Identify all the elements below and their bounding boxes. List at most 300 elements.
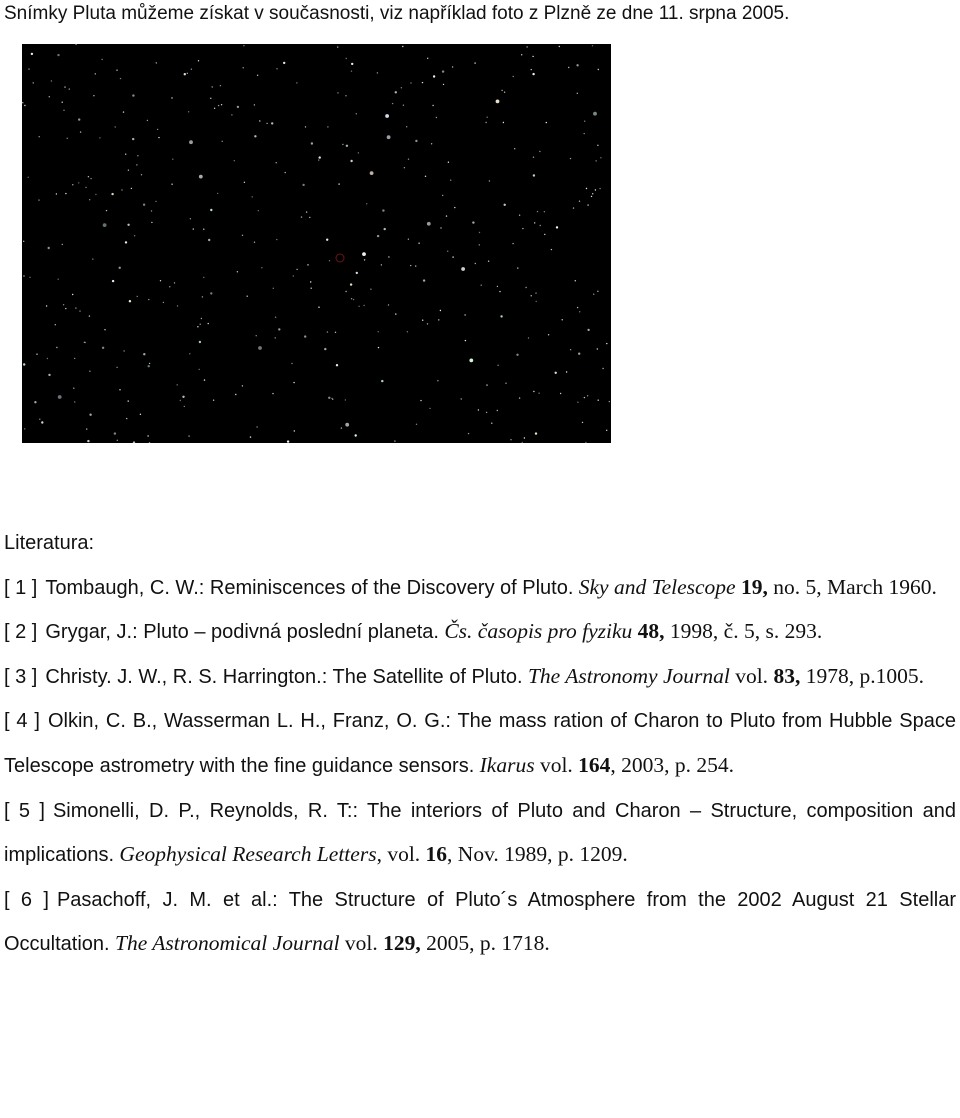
star	[536, 301, 537, 302]
star	[272, 393, 273, 394]
star	[69, 88, 70, 89]
reference-volume-prefix: , vol.	[376, 842, 426, 867]
reference-details: , Nov. 1989, p. 1209.	[447, 842, 628, 867]
star	[311, 142, 313, 144]
star	[440, 227, 441, 228]
star	[382, 209, 384, 211]
star	[237, 271, 238, 272]
star	[446, 215, 447, 216]
star	[89, 315, 90, 316]
star	[597, 145, 598, 146]
star	[562, 319, 563, 320]
star	[306, 211, 307, 212]
star	[38, 199, 39, 200]
star	[427, 323, 428, 324]
star	[80, 131, 81, 132]
star	[318, 307, 319, 308]
star	[381, 380, 383, 382]
star	[74, 358, 75, 359]
star	[78, 182, 79, 183]
star	[410, 82, 411, 83]
star	[370, 289, 371, 290]
star	[301, 216, 302, 217]
star	[336, 364, 338, 366]
star	[48, 374, 50, 376]
star	[62, 102, 63, 103]
star	[337, 46, 338, 47]
star	[199, 341, 201, 343]
star	[213, 400, 214, 401]
star	[72, 184, 73, 185]
star	[39, 136, 40, 137]
star	[387, 135, 391, 139]
star	[593, 294, 594, 295]
star	[488, 261, 489, 262]
star	[95, 73, 96, 74]
star	[95, 194, 96, 195]
star	[370, 171, 374, 175]
star	[151, 210, 152, 211]
star	[266, 123, 267, 124]
reference-2: [ 2 ] Grygar, J.: Pluto – podivná poslední planeta. Čs. časopis pro fyziku 48, 1998, č. 5, s. 293.	[4, 619, 823, 644]
reference-4: [ 4 ] Olkin, C. B., Wasserman L. H., Franz, O. G.: The mass ration of Charon to Pluto from Hubble Space Telescope astrometry with the fine guidance sensors. Ikarus vol. 164, 2003, p. 254.	[4, 710, 956, 777]
star	[577, 307, 578, 308]
star	[388, 256, 389, 257]
star	[87, 440, 89, 442]
reference-details: 1978, p.1005.	[800, 663, 924, 688]
star	[259, 120, 260, 121]
star	[116, 367, 117, 368]
star	[276, 68, 277, 69]
star	[208, 323, 209, 324]
star	[56, 193, 57, 194]
star	[304, 335, 306, 337]
star	[129, 300, 131, 302]
star	[472, 221, 474, 223]
star	[123, 350, 124, 351]
star	[275, 337, 276, 338]
star	[212, 86, 213, 87]
star	[63, 110, 64, 111]
star	[58, 279, 59, 280]
star	[570, 158, 571, 159]
star	[131, 188, 132, 189]
star	[586, 188, 587, 189]
star	[442, 195, 443, 196]
star	[141, 174, 142, 175]
intro-text: Snímky Pluta můžeme získat v současnosti, viz například foto z Plzně ze dne 11. srpna 2005.	[4, 3, 790, 24]
star	[199, 175, 203, 179]
reference-volume: 16	[425, 842, 448, 867]
star	[479, 244, 480, 245]
star	[489, 180, 490, 181]
star	[158, 137, 159, 138]
star	[519, 215, 520, 216]
star	[242, 235, 243, 236]
star	[147, 435, 148, 436]
star	[62, 244, 63, 245]
star	[128, 170, 129, 171]
star	[75, 307, 76, 308]
star	[112, 280, 114, 282]
star	[587, 329, 589, 331]
star	[497, 410, 498, 411]
star	[127, 224, 129, 226]
star	[501, 90, 502, 91]
star	[24, 428, 25, 429]
star	[311, 288, 312, 289]
star	[39, 419, 40, 420]
reference-volume: 164	[578, 752, 611, 777]
star	[254, 135, 256, 137]
reference-journal: Geophysical Research Letters	[119, 842, 377, 867]
star	[535, 432, 537, 434]
star	[86, 428, 87, 429]
star	[189, 353, 190, 354]
reference-number: [ 5 ]	[4, 799, 45, 822]
star	[28, 177, 29, 178]
star	[51, 80, 52, 81]
star	[519, 397, 520, 398]
star	[79, 310, 80, 311]
star	[342, 144, 343, 145]
star	[410, 265, 411, 266]
star	[556, 226, 558, 228]
star	[78, 118, 80, 120]
star	[500, 315, 502, 317]
star	[67, 138, 68, 139]
star	[465, 340, 466, 341]
star	[512, 243, 513, 244]
star	[261, 267, 262, 268]
reference-3: [ 3 ] Christy. J. W., R. S. Harrington.: The Satellite of Pluto. The Astronomy Journal vol. 83, 1978, p.1005.	[4, 663, 924, 688]
star	[384, 228, 386, 230]
star	[587, 395, 588, 396]
star	[584, 121, 585, 122]
star	[524, 437, 525, 438]
star	[305, 126, 306, 127]
star	[416, 424, 417, 425]
star	[338, 183, 339, 184]
star	[534, 222, 535, 223]
star	[540, 225, 541, 226]
star	[443, 84, 444, 85]
star	[203, 277, 204, 278]
star	[522, 228, 523, 229]
star	[504, 92, 505, 93]
reference-number: [ 4 ]	[4, 710, 40, 733]
star	[450, 180, 451, 181]
star	[362, 252, 366, 256]
star	[310, 281, 311, 282]
star	[533, 174, 535, 176]
star	[364, 259, 365, 260]
star	[592, 193, 593, 194]
star	[420, 400, 421, 401]
star	[327, 331, 328, 332]
star	[486, 412, 487, 413]
star	[548, 334, 549, 335]
reference-number: [ 2 ]	[4, 621, 38, 644]
star	[287, 440, 289, 442]
star	[442, 70, 444, 72]
star	[137, 296, 138, 297]
star	[415, 265, 416, 266]
star	[593, 112, 597, 116]
star	[431, 143, 432, 144]
star	[487, 117, 488, 118]
star	[89, 199, 90, 200]
reference-1: [ 1 ] Tombaugh, C. W.: Reminiscences of the Discovery of Pluto. Sky and Telescope 19, no. 5, March 1960.	[4, 574, 937, 599]
star	[575, 280, 576, 281]
star	[151, 222, 152, 223]
star	[111, 193, 113, 195]
star	[356, 113, 357, 114]
star	[478, 409, 479, 410]
star	[602, 368, 603, 369]
star	[136, 164, 137, 165]
star	[257, 75, 258, 76]
star	[514, 148, 515, 149]
star	[278, 328, 280, 330]
star	[468, 433, 469, 434]
star	[208, 239, 210, 241]
star	[64, 86, 65, 87]
star	[404, 167, 405, 168]
star	[237, 106, 239, 108]
star	[533, 157, 534, 158]
star	[377, 72, 378, 73]
reference-title: The Structure of Pluto´s Atmosphere from the 2002 August 21 Stellar Occultation.	[4, 888, 956, 956]
star	[447, 251, 448, 252]
star	[23, 275, 24, 276]
star	[188, 111, 189, 112]
star	[504, 204, 506, 206]
star	[532, 56, 533, 57]
star	[283, 62, 285, 64]
star	[293, 382, 294, 383]
star	[193, 228, 194, 229]
star	[177, 305, 178, 306]
star	[474, 62, 475, 63]
reference-journal: Ikarus	[479, 752, 535, 777]
star	[220, 85, 221, 86]
star	[48, 247, 50, 249]
star	[250, 436, 251, 437]
star	[104, 329, 105, 330]
star	[327, 126, 328, 127]
star	[337, 92, 338, 93]
star	[155, 201, 156, 202]
star	[285, 172, 286, 173]
star	[350, 160, 352, 162]
star	[551, 249, 552, 250]
star	[497, 365, 498, 366]
star	[291, 363, 292, 364]
reference-title: Reminiscences of the Discovery of Pluto.	[209, 576, 574, 599]
star	[296, 82, 297, 83]
star	[57, 54, 59, 56]
star	[202, 296, 203, 297]
reference-volume-prefix: vol.	[339, 931, 384, 956]
star	[55, 324, 56, 325]
star	[243, 45, 244, 46]
star	[526, 46, 527, 47]
star	[341, 427, 342, 428]
star	[437, 380, 438, 381]
star-field-image	[22, 44, 611, 443]
star	[210, 98, 211, 99]
star	[503, 122, 504, 123]
star	[114, 432, 116, 434]
star	[36, 354, 37, 355]
star	[560, 393, 561, 394]
reference-authors: Pasachoff, J. M. et al.	[56, 888, 273, 911]
reference-5: [ 5 ] Simonelli, D. P., Reynolds, R. T:: The interiors of Pluto and Charon – Structure, composition and implications. Geophysical Research Letters, vol. 16, Nov. 1989, p. 1209.	[4, 799, 956, 867]
star	[598, 69, 599, 70]
star	[34, 401, 36, 403]
star	[517, 267, 518, 268]
reference-journal: Sky and Telescope	[578, 574, 736, 599]
star	[582, 422, 583, 423]
reference-details: no. 5, March 1960.	[767, 574, 937, 599]
star	[256, 335, 257, 336]
star	[381, 264, 382, 265]
star	[433, 75, 435, 77]
star	[156, 62, 157, 63]
star	[422, 82, 423, 83]
star	[117, 440, 118, 441]
reference-journal: Čs. časopis pro fyziku	[444, 619, 633, 644]
star	[273, 288, 274, 289]
star	[254, 242, 255, 243]
star	[324, 348, 326, 350]
star	[576, 64, 578, 66]
star	[579, 311, 580, 312]
star	[72, 294, 73, 295]
star	[429, 408, 430, 409]
literature-section	[4, 522, 956, 967]
star	[74, 401, 75, 402]
star	[513, 76, 514, 77]
star	[568, 67, 569, 68]
star	[119, 267, 121, 269]
star	[345, 423, 349, 427]
pluto-star-field-photo	[22, 44, 611, 443]
star	[573, 207, 574, 208]
star	[184, 406, 185, 407]
star	[252, 196, 253, 197]
star	[559, 46, 560, 47]
star	[143, 353, 145, 355]
star	[525, 287, 526, 288]
star	[73, 388, 74, 389]
star	[99, 137, 100, 138]
star	[533, 391, 534, 392]
star	[214, 108, 215, 109]
star	[302, 184, 304, 186]
star	[432, 105, 433, 106]
star	[345, 399, 346, 400]
star	[351, 298, 352, 299]
reference-authors: Tombaugh, C. W.	[45, 576, 199, 599]
reference-volume: 19,	[740, 574, 768, 599]
star	[378, 347, 379, 348]
star	[448, 162, 449, 163]
star	[134, 235, 135, 236]
star	[231, 114, 232, 115]
star	[123, 111, 124, 112]
star	[217, 193, 218, 194]
star	[58, 395, 62, 399]
star	[65, 308, 66, 309]
star	[143, 204, 145, 206]
reference-details: 1998, č. 5, s. 293.	[664, 619, 823, 644]
star	[395, 91, 397, 93]
reference-authors: Christy. J. W., R. S. Harrington.	[45, 665, 322, 688]
star	[120, 78, 121, 79]
star	[355, 434, 357, 436]
star	[276, 162, 277, 163]
star	[222, 141, 223, 142]
star	[555, 372, 557, 374]
reference-title: The mass ration of Charon to Pluto from Hubble Space Telescope astrometry with the fine guidance sensors.	[4, 710, 956, 777]
star	[128, 400, 129, 401]
star	[221, 104, 222, 105]
star	[531, 69, 532, 70]
star	[469, 359, 473, 363]
star	[436, 117, 437, 118]
star	[242, 385, 243, 386]
reference-authors: Simonelli, D. P., Reynolds, R. T:	[52, 799, 353, 822]
star	[172, 159, 173, 160]
reference-6: [ 6 ] Pasachoff, J. M. et al.: The Structure of Pluto´s Atmosphere from the 2002 August 21 Stellar Occultation. The Astronomical Journal vol. 129, 2005, p. 1718.	[4, 888, 956, 956]
star	[328, 397, 330, 399]
star	[23, 363, 25, 365]
star	[89, 371, 90, 372]
star	[440, 310, 441, 311]
star	[140, 414, 141, 415]
star	[408, 159, 409, 160]
star	[505, 383, 506, 384]
star	[149, 363, 150, 364]
star	[407, 331, 408, 332]
star	[350, 283, 352, 285]
star	[188, 435, 189, 436]
star	[331, 398, 332, 399]
star	[392, 103, 393, 104]
star	[199, 369, 200, 370]
star	[544, 234, 545, 235]
reference-details: , 2003, p. 254.	[610, 752, 735, 777]
star	[198, 60, 199, 61]
star	[24, 105, 25, 106]
star	[479, 232, 480, 233]
star	[169, 286, 170, 287]
star	[187, 73, 188, 74]
star	[157, 129, 158, 130]
reference-number: [ 3 ]	[4, 665, 38, 688]
star	[329, 260, 330, 261]
star	[163, 302, 164, 303]
star	[486, 384, 487, 385]
star	[132, 138, 134, 140]
star	[377, 235, 379, 237]
reference-volume: 83,	[773, 663, 801, 688]
star	[171, 97, 172, 98]
star	[85, 187, 86, 188]
star	[577, 93, 578, 94]
